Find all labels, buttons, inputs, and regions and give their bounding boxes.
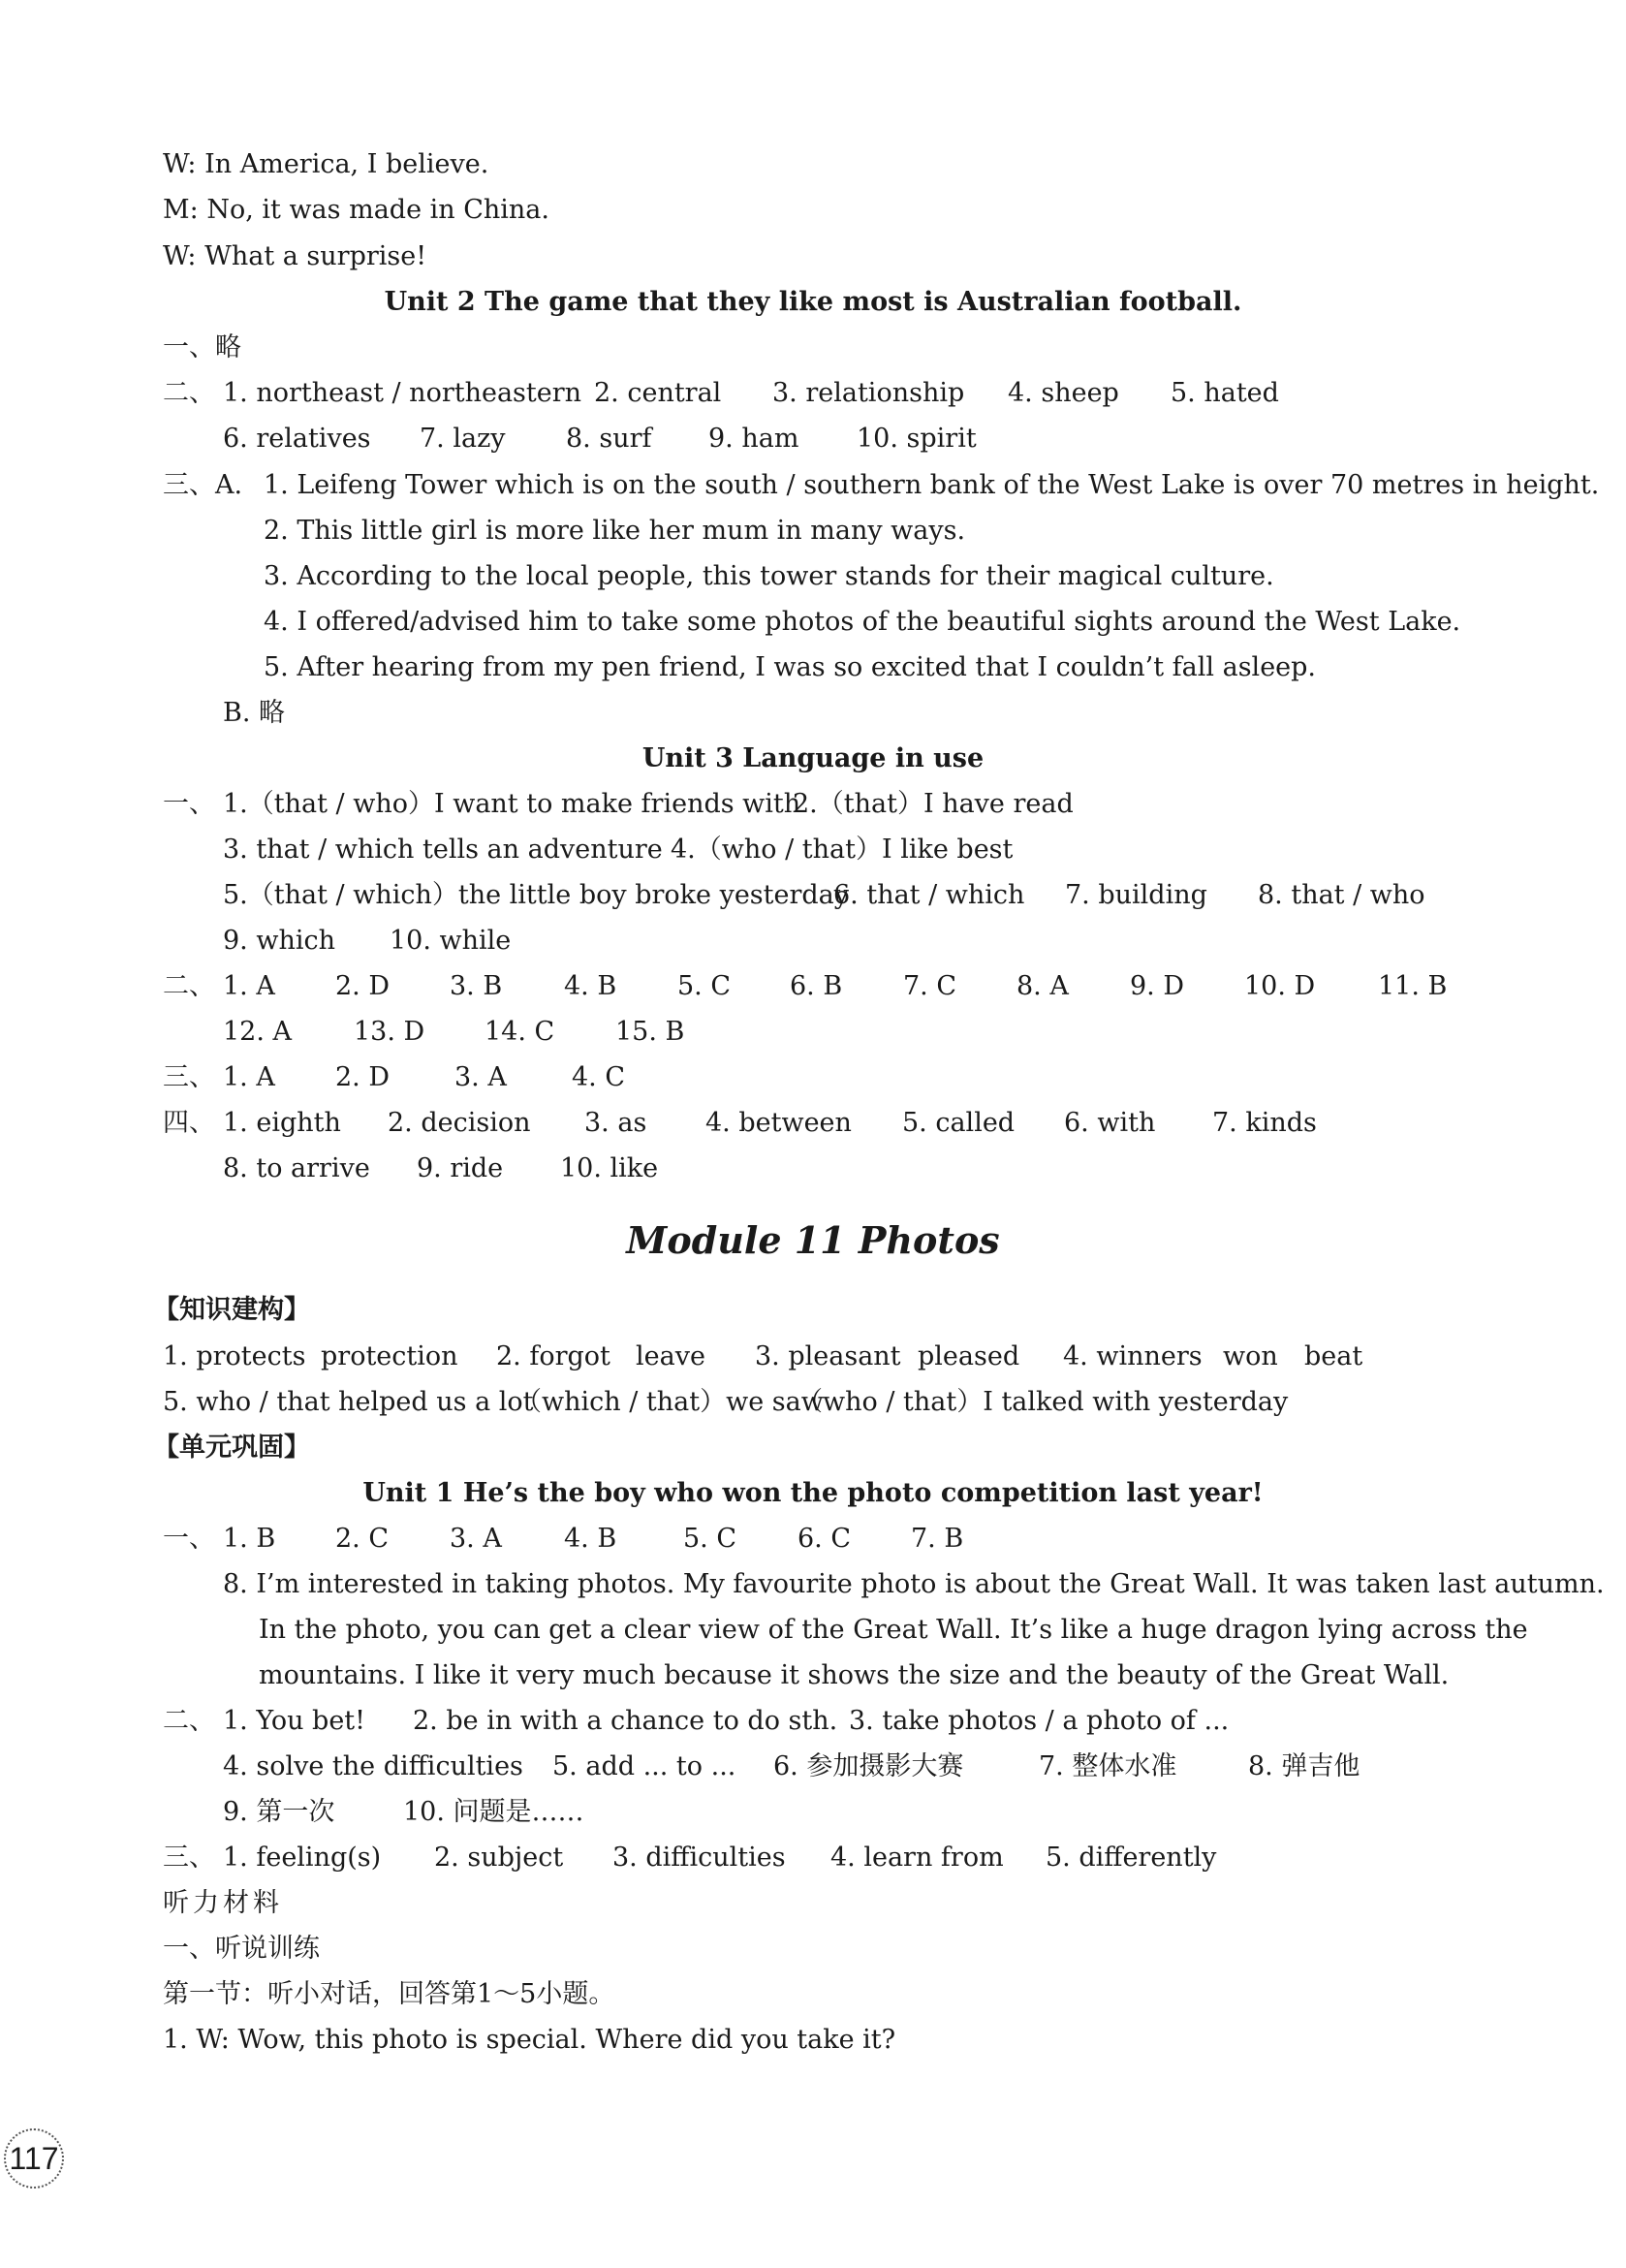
module11-unit1-title: Unit 1 He’s the boy who won the photo competition last year! — [362, 1478, 1264, 1508]
answer-key-page: W: In America, I believe. M: No, it was made in China. W: What a surprise! Unit 2 The game that they like most is Australian football. 一、略 二、 1. northeast / northeastern 2. central 3. relationship 4. sheep 5. hated 6. relatives 7. lazy 8. surf 9. ham 10. spirit 三、A. 1. Leifeng Tower which is on the south / southern bank of the West Lake is over 70 metres in height. 2. This little girl is more like her mum in many ways. 3. According to the local people, this tower stands for their magical culture. 4. I offered/advised him to take some photos of the beautiful sights around the West Lake. 5. After hearing from my pen friend, I was so excited that I couldn’t fall asleep. B. 略 Unit 3 Language in use 一、 1.（that / who）I want to make friends with 2.（that）I have read 3. that / which tells an adventure 4.（who / that）I like best 5.（that / which）the little boy broke yesterday 6. that / which 7. building 8. that / who 9. which 10. while 二、 1. A 2. D 3. B 4. B 5. C 6. B 7. C 8. A 9. D 10. D 11. B 12. A 13. D 14. C 15. B 三、 1. A 2. D 3. A 4. C 四、 1. eighth 2. decision 3. as 4. between 5. called 6. with 7. kinds 8. to arrive 9. ride 10. like Module 11 Photos 【知识建构】 1. protects protection 2. forgot leave 3. pleasant pleased 4. winners won beat 5. who / that helped us a lot （which / that）we saw （who / that）I talked with yesterday 【单元巩固】 Unit 1 He’s the boy who won the photo competition last year! 一、 1. B 2. C 3. A 4. B 5. C 6. C 7. B 8. I’m interested in taking photos. My favourite photo is about the Great Wall. It was taken last autumn. In the photo, you can get a clear view of the Great Wall. It’s like a huge dragon lying across the mountains. I like it very much because it shows the size and the beauty of the Great Wall. 二、 1. You bet! 2. be in with a chance to do sth. 3. take photos / a photo of ... 4. solve the difficulties 5. add ... to ... 6. 参加摄影大赛 7. 整体水准 8. 弹吉他 9. 第一次 10. 问题是…… 三、 1. feeling(s) 2. subject 3. difficulties 4. learn from 5. differently 听力材料 一、听说训练 第一节：听小对话，回答第1～5小题。 1. W: Wow, this photo is special. Where did you take it? 117 — [0, 0, 1626, 2268]
module-title: Module 11 Photos — [626, 1218, 1000, 1262]
unit3-title: Unit 3 Language in use — [641, 743, 985, 773]
page-number-badge — [4, 2128, 64, 2189]
page-number: 117 — [9, 2141, 59, 2176]
unit2-title: Unit 2 The game that they like most is Australian football. — [384, 287, 1242, 317]
